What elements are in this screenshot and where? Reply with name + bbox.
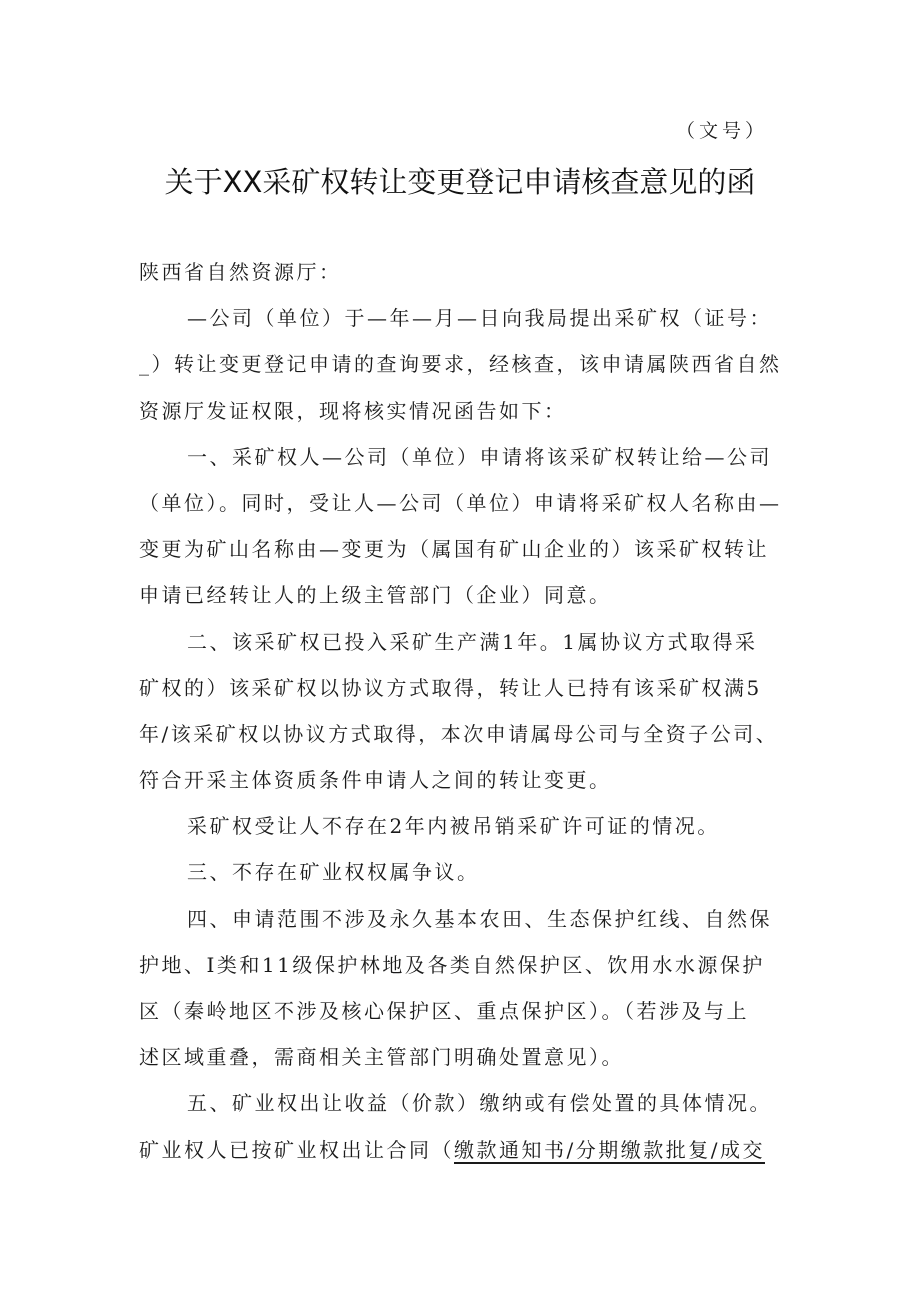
paragraph-line: —公司（单位）于—年—月—日向我局提出采矿权（证号： xyxy=(187,306,772,331)
paragraph-line: 年/该采矿权以协议方式取得，本次申请属母公司与全资子公司、 xyxy=(139,721,779,746)
paragraph-line: 资源厅发证权限，现将核实情况函告如下： xyxy=(139,398,567,423)
last-line-prefix: 矿业权人已按矿业权出让合同（ xyxy=(139,1137,454,1162)
document-number: （文号） xyxy=(675,120,768,142)
document-title: 关于XX采矿权转让变更登记申请核查意见的函 xyxy=(164,165,756,199)
paragraph-line: 述区域重叠，需商相关主管部门明确处置意见）。 xyxy=(139,1045,624,1070)
paragraph-line: 三、不存在矿业权权属争议。 xyxy=(187,860,480,885)
document-body xyxy=(139,257,799,1181)
paragraph-line: 变更为矿山名称由—变更为（属国有矿山企业的）该采矿权转让 xyxy=(139,537,769,562)
paragraph-line: （单位）。同时，受让人—公司（单位）申请将采矿权人名称由— xyxy=(139,490,782,515)
paragraph-line: 区（秦岭地区不涉及核心保护区、重点保护区）。（若涉及与上 xyxy=(139,999,749,1023)
paragraph-line: _）转让变更登记申请的查询要求，经核查，该申请属陕西省自然 xyxy=(139,352,782,377)
paragraph-line: 五、矿业权出让收益（价款）缴纳或有偿处置的具体情况。 xyxy=(187,1091,772,1116)
paragraph-line: 采矿权受让人不存在2年内被吊销采矿许可证的情况。 xyxy=(187,814,720,839)
paragraph-line: 四、申请范围不涉及永久基本农田、生态保护红线、自然保 xyxy=(187,906,772,931)
paragraph-line: 护地、I类和11级保护林地及各类自然保护区、饮用水水源保护 xyxy=(139,952,765,977)
paragraph-line: 一、采矿权人—公司（单位）申请将该采矿权转让给—公司 xyxy=(187,444,772,469)
paragraph-line: 符合开采主体资质条件申请人之间的转让变更。 xyxy=(139,768,612,793)
paragraph-line: 矿权的）该采矿权以协议方式取得，转让人已持有该采矿权满5 xyxy=(139,675,762,700)
underlined-text: 缴款通知书/分期缴款批复/成交 xyxy=(454,1137,765,1162)
addressee-line: 陕西省自然资源厅： xyxy=(139,260,342,284)
paragraph-line: 二、该采矿权已投入采矿生产满1年。1属协议方式取得采 xyxy=(187,629,758,654)
paragraph-line: 申请已经转让人的上级主管部门（企业）同意。 xyxy=(139,583,612,608)
paragraph-line-last xyxy=(139,1135,799,1181)
